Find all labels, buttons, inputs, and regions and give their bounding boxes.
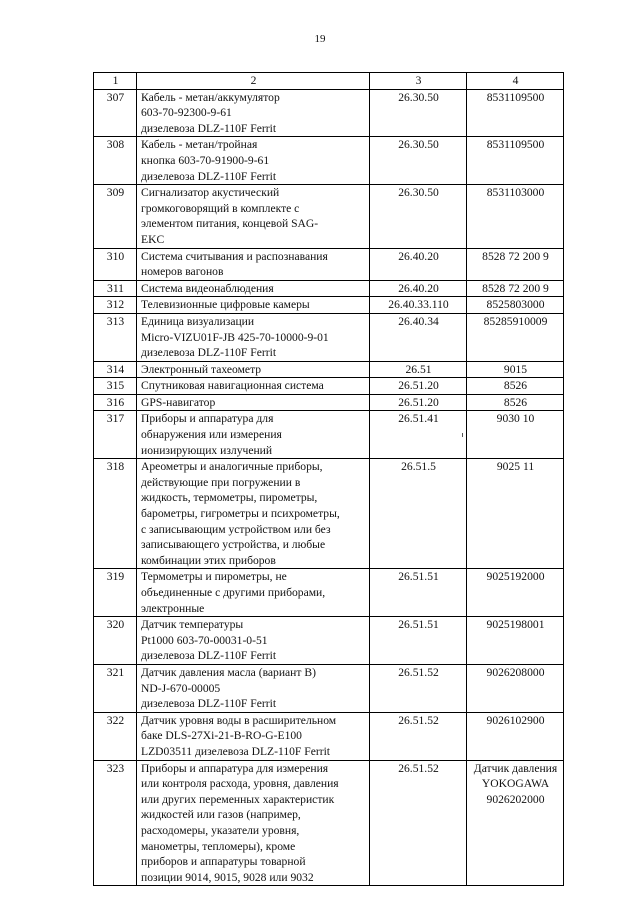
row-number-cell: 308 — [94, 137, 137, 185]
okpd-code-cell: 26.51.51 — [370, 617, 467, 665]
table-header-row — [94, 73, 564, 90]
okpd-code-cell: 26.51.5 — [370, 459, 467, 569]
tnved-code-cell: 8531109500 — [467, 137, 564, 185]
products-table — [93, 72, 564, 886]
tnved-code-cell: 8531109500 — [467, 89, 564, 137]
tnved-code-cell: 8526 — [467, 394, 564, 411]
row-number-cell: 318 — [94, 459, 137, 569]
page-number: 19 — [314, 33, 326, 45]
header-col-3: 3 — [370, 73, 467, 90]
row-number-cell: 311 — [94, 280, 137, 297]
row-number-cell: 315 — [94, 378, 137, 395]
tnved-code-cell: 8526 — [467, 378, 564, 395]
table-row — [94, 378, 564, 395]
okpd-code-cell: 26.30.50 — [370, 185, 467, 248]
table-row — [94, 411, 564, 459]
row-number-cell: 314 — [94, 361, 137, 378]
table-row — [94, 280, 564, 297]
item-name-cell: Электронный тахеометр — [137, 361, 370, 378]
table-row — [94, 185, 564, 248]
item-name-cell: Единица визуализации Micro-VIZU01F-JB 425-70-10000-9-01 дизелевоза DLZ-110F Ferrit — [137, 313, 370, 361]
row-number-cell: 309 — [94, 185, 137, 248]
item-name-cell: Датчик давления масла (вариант B) ND-J-670-00005 дизелевоза DLZ-110F Ferrit — [137, 664, 370, 712]
row-number-cell: 321 — [94, 664, 137, 712]
tnved-code-cell: 8528 72 200 9 — [467, 280, 564, 297]
tnved-code-cell: 9015 — [467, 361, 564, 378]
item-name-cell: Сигнализатор акустический громкоговорящий в комплекте с элементом питания, концевой SAG- EKC — [137, 185, 370, 248]
table-row — [94, 664, 564, 712]
table-row — [94, 394, 564, 411]
okpd-code-cell: 26.30.50 — [370, 137, 467, 185]
tnved-code-cell: Датчик давления YOKOGAWA 9026202000 — [467, 760, 564, 886]
item-name-cell: Ареометры и аналогичные приборы, действующие при погружении в жидкость, термометры, пирометры, барометры, гигрометры и психрометры, с записывающим устройством или без записывающего устройства, и любые комбинации этих приборов — [137, 459, 370, 569]
item-name-cell: Датчик уровня воды в расширительном баке DLS-27Xi-21-B-RO-G-E100 LZD03511 дизелевоза DLZ-110F Ferrit — [137, 712, 370, 760]
table-row — [94, 297, 564, 314]
table-row — [94, 137, 564, 185]
row-number-cell: 319 — [94, 569, 137, 617]
okpd-code-cell: 26.40.33.110 — [370, 297, 467, 314]
row-number-cell: 310 — [94, 248, 137, 280]
row-number-cell: 320 — [94, 617, 137, 665]
okpd-code-cell: 26.51.20 — [370, 378, 467, 395]
table-row — [94, 712, 564, 760]
scan-mark — [462, 433, 463, 437]
header-col-2: 2 — [137, 73, 370, 90]
tnved-code-cell: 8525803000 — [467, 297, 564, 314]
table-row — [94, 361, 564, 378]
row-number-cell: 312 — [94, 297, 137, 314]
tnved-code-cell: 9025 11 — [467, 459, 564, 569]
item-name-cell: Телевизионные цифровые камеры — [137, 297, 370, 314]
tnved-code-cell: 9030 10 — [467, 411, 564, 459]
header-col-1: 1 — [94, 73, 137, 90]
item-name-cell: GPS-навигатор — [137, 394, 370, 411]
okpd-code-cell: 26.40.34 — [370, 313, 467, 361]
okpd-code-cell: 26.51.20 — [370, 394, 467, 411]
row-number-cell: 313 — [94, 313, 137, 361]
tnved-code-cell: 8531103000 — [467, 185, 564, 248]
item-name-cell: Система считывания и распознавания номеров вагонов — [137, 248, 370, 280]
tnved-code-cell: 85285910009 — [467, 313, 564, 361]
row-number-cell: 317 — [94, 411, 137, 459]
tnved-code-cell: 8528 72 200 9 — [467, 248, 564, 280]
item-name-cell: Кабель - метан/аккумулятор 603-70-92300-9-61 дизелевоза DLZ-110F Ferrit — [137, 89, 370, 137]
table-row — [94, 617, 564, 665]
tnved-code-cell: 9026208000 — [467, 664, 564, 712]
row-number-cell: 316 — [94, 394, 137, 411]
item-name-cell: Датчик температуры Pt1000 603-70-00031-0-51 дизелевоза DLZ-110F Ferrit — [137, 617, 370, 665]
item-name-cell: Система видеонаблюдения — [137, 280, 370, 297]
item-name-cell: Спутниковая навигационная система — [137, 378, 370, 395]
item-name-cell: Термометры и пирометры, не объединенные с другими приборами, электронные — [137, 569, 370, 617]
table-row — [94, 459, 564, 569]
okpd-code-cell: 26.51.52 — [370, 760, 467, 886]
table-row — [94, 569, 564, 617]
table-body — [94, 73, 564, 886]
okpd-code-cell: 26.40.20 — [370, 248, 467, 280]
tnved-code-cell: 9025192000 — [467, 569, 564, 617]
item-name-cell: Кабель - метан/тройная кнопка 603-70-91900-9-61 дизелевоза DLZ-110F Ferrit — [137, 137, 370, 185]
table-row — [94, 89, 564, 137]
okpd-code-cell: 26.51.52 — [370, 664, 467, 712]
row-number-cell: 322 — [94, 712, 137, 760]
okpd-code-cell: 26.30.50 — [370, 89, 467, 137]
tnved-code-cell: 9025198001 — [467, 617, 564, 665]
item-name-cell: Приборы и аппаратура для обнаружения или измерения ионизирующих излучений — [137, 411, 370, 459]
table-row — [94, 313, 564, 361]
header-col-4: 4 — [467, 73, 564, 90]
table-row — [94, 760, 564, 886]
item-name-cell: Приборы и аппаратура для измерения или контроля расхода, уровня, давления или других переменных характеристик жидкостей или газов (например, расходомеры, указатели уровня, манометры, тепломеры), кроме приборов и аппаратуры товарной позиции 9014, 9015, 9028 или 9032 — [137, 760, 370, 886]
okpd-code-cell: 26.40.20 — [370, 280, 467, 297]
okpd-code-cell: 26.51 — [370, 361, 467, 378]
tnved-code-cell: 9026102900 — [467, 712, 564, 760]
row-number-cell: 307 — [94, 89, 137, 137]
okpd-code-cell: 26.51.52 — [370, 712, 467, 760]
table-row — [94, 248, 564, 280]
okpd-code-cell: 26.51.51 — [370, 569, 467, 617]
okpd-code-cell: 26.51.41 — [370, 411, 467, 459]
row-number-cell: 323 — [94, 760, 137, 886]
